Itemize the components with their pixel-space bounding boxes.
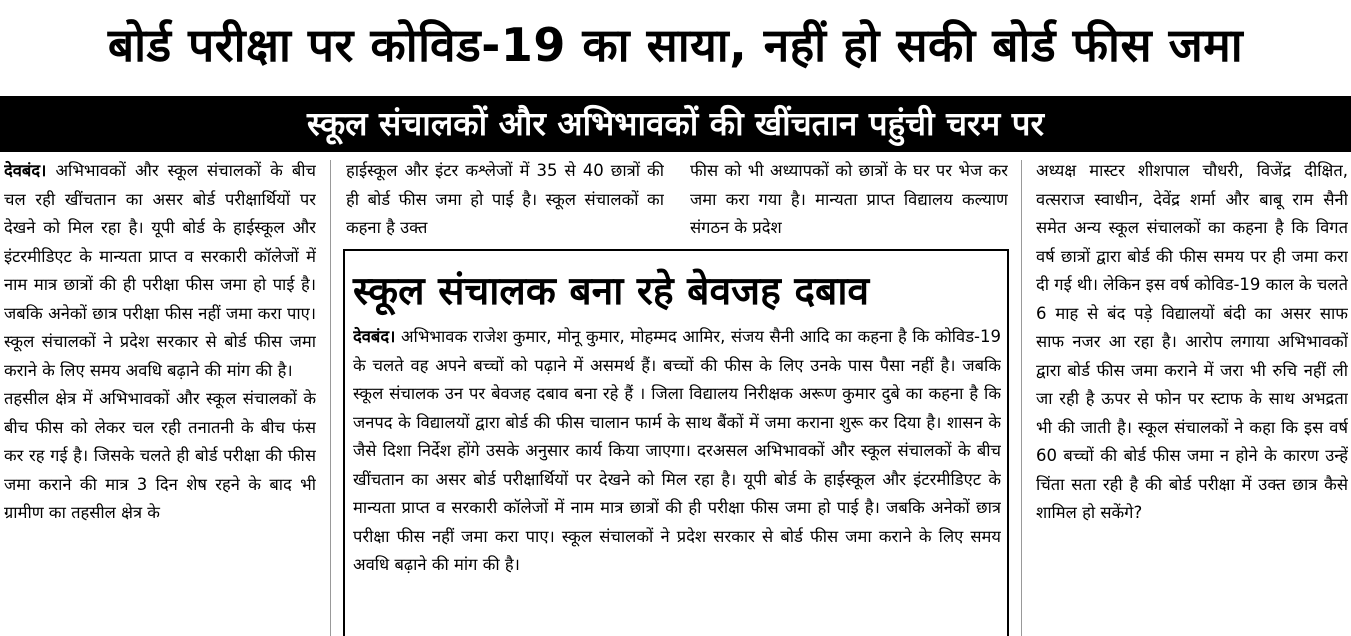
dateline: देवबंद। [4, 161, 47, 180]
column-divider [330, 160, 331, 636]
sidebar-story-title: स्कूल संचालक बना रहे बेवजह दबाव [353, 269, 870, 314]
article-column-2 [346, 157, 664, 245]
sidebar-story-body [353, 323, 1001, 635]
article-column-1 [4, 157, 316, 636]
sidebar-story-text: अभिभावक राजेश कुमार, मोनू कुमार, मोहम्मद आमिर, संजय सैनी आदि का कहना है कि कोविड-19 के चलते वह अपने बच्चों को पढ़ाने में असमर्थ हैं। बच्चों की फीस के लिए उनके पास पैसा नहीं है। जबकि स्कूल संचालक उन पर बेवजह दबाव बना रहे हैं । जिला विद्यालय निरीक्षक अरूण कुमार दुबे का कहना है कि जनपद के विद्यालयों द्वारा बोर्ड की फीस चालान फार्म के साथ बैंकों में जमा कराना शुरू कर दिया है। शासन के जैसे दिशा निर्देश होंगे उसके अनुसार कार्य किया जाएगा। दरअसल अभिभावकों और स्कूल संचालकों के बीच खींचतान का असर बोर्ड परीक्षार्थियों पर देखने को मिल रहा है। यूपी बोर्ड के हाईस्कूल और इंटरमीडिएट के मान्यता प्राप्त व सरकारी कॉलेजों में नाम मात्र छात्रों की ही परीक्षा फीस जमा हो पाई है। जबकि अनेकों छात्र परीक्षा फीस नहीं जमा करा पाए। स्कूल संचालकों ने प्रदेश सरकार से बोर्ड फीस जमा कराने के लिए समय अवधि बढ़ाने की मांग की है। [353, 327, 1001, 574]
article-column-4 [1036, 157, 1348, 636]
sidebar-dateline: देवबंद। [353, 327, 396, 346]
column1-paragraph-1 [4, 157, 316, 385]
column1-paragraph-2: तहसील क्षेत्र में अभिभावकों और स्कूल संचालकों के बीच फीस को लेकर चल रही तनातनी के बीच फंस कर रह गई है। जिसके चलते ही बोर्ड परीक्षा की फीस जमा कराने की मात्र 3 दिन शेष रहने के बाद भी ग्रामीण का तहसील क्षेत्र के [4, 389, 316, 522]
column-divider [1021, 160, 1022, 636]
column1-text-1: अभिभावकों और स्कूल संचालकों के बीच चल रही खींचतान का असर बोर्ड परीक्षार्थियों पर देखने को मिल रहा है। यूपी बोर्ड के हाईस्कूल और इंटरमीडिएट के मान्यता प्राप्त व सरकारी कॉलेजों में नाम मात्र छात्रों की ही परीक्षा फीस जमा हो पाई है। जबकि अनेकों छात्र परीक्षा फीस नहीं जमा करा पाए। स्कूल संचालकों ने प्रदेश सरकार से बोर्ड फीस जमा कराने के लिए समय अवधि बढ़ाने की मांग की है। [4, 161, 316, 380]
article-column-3 [690, 157, 1008, 245]
column4-text: अध्यक्ष मास्टर शीशपाल चौधरी, विजेंद्र दीक्षित, वत्सराज स्वाधीन, देवेंद्र शर्मा और बाबू राम सैनी समेत अन्य स्कूल संचालकों का कहना है कि विगत वर्ष छात्रों द्वारा बोर्ड की फीस समय पर ही जमा करा दी गई थी। लेकिन इस वर्ष कोविड-19 काल के चलते 6 माह से बंद पड़े विद्यालयों बंदी का असर साफ साफ नजर आ रहा है। आरोप लगाया अभिभावकों द्वारा बोर्ड फीस जमा कराने में जरा भी रुचि नहीं ली जा रही है ऊपर से फोन पर स्टाफ के साथ अभद्रता भी की जाती है। स्कूल संचालकों ने कहा कि इस वर्ष 60 बच्चों की बोर्ड फीस जमा न होने के कारण उन्हें चिंता सता रही है की बोर्ड परीक्षा में उक्त छात्र कैसे शामिल हो सकेंगे? [1036, 161, 1348, 522]
column3-text: फीस को भी अध्यापकों को छात्रों के घर पर भेज कर जमा करा गया है। मान्यता प्राप्त विद्यालय कल्याण संगठन के प्रदेश [690, 161, 1008, 237]
sidebar-story-box [343, 249, 1009, 636]
column2-text: हाईस्कूल और इंटर कश्लेजों में 35 से 40 छात्रों की ही बोर्ड फीस जमा हो पाई है। स्कूल संचालकों का कहना है उक्त [346, 161, 664, 237]
subheadline-banner: स्कूल संचालकों और अभिभावकों की खींचतान पहुंची चरम पर [0, 96, 1351, 152]
headline: बोर्ड परीक्षा पर कोविड-19 का साया, नहीं हो सकी बोर्ड फीस जमा [107, 18, 1244, 72]
